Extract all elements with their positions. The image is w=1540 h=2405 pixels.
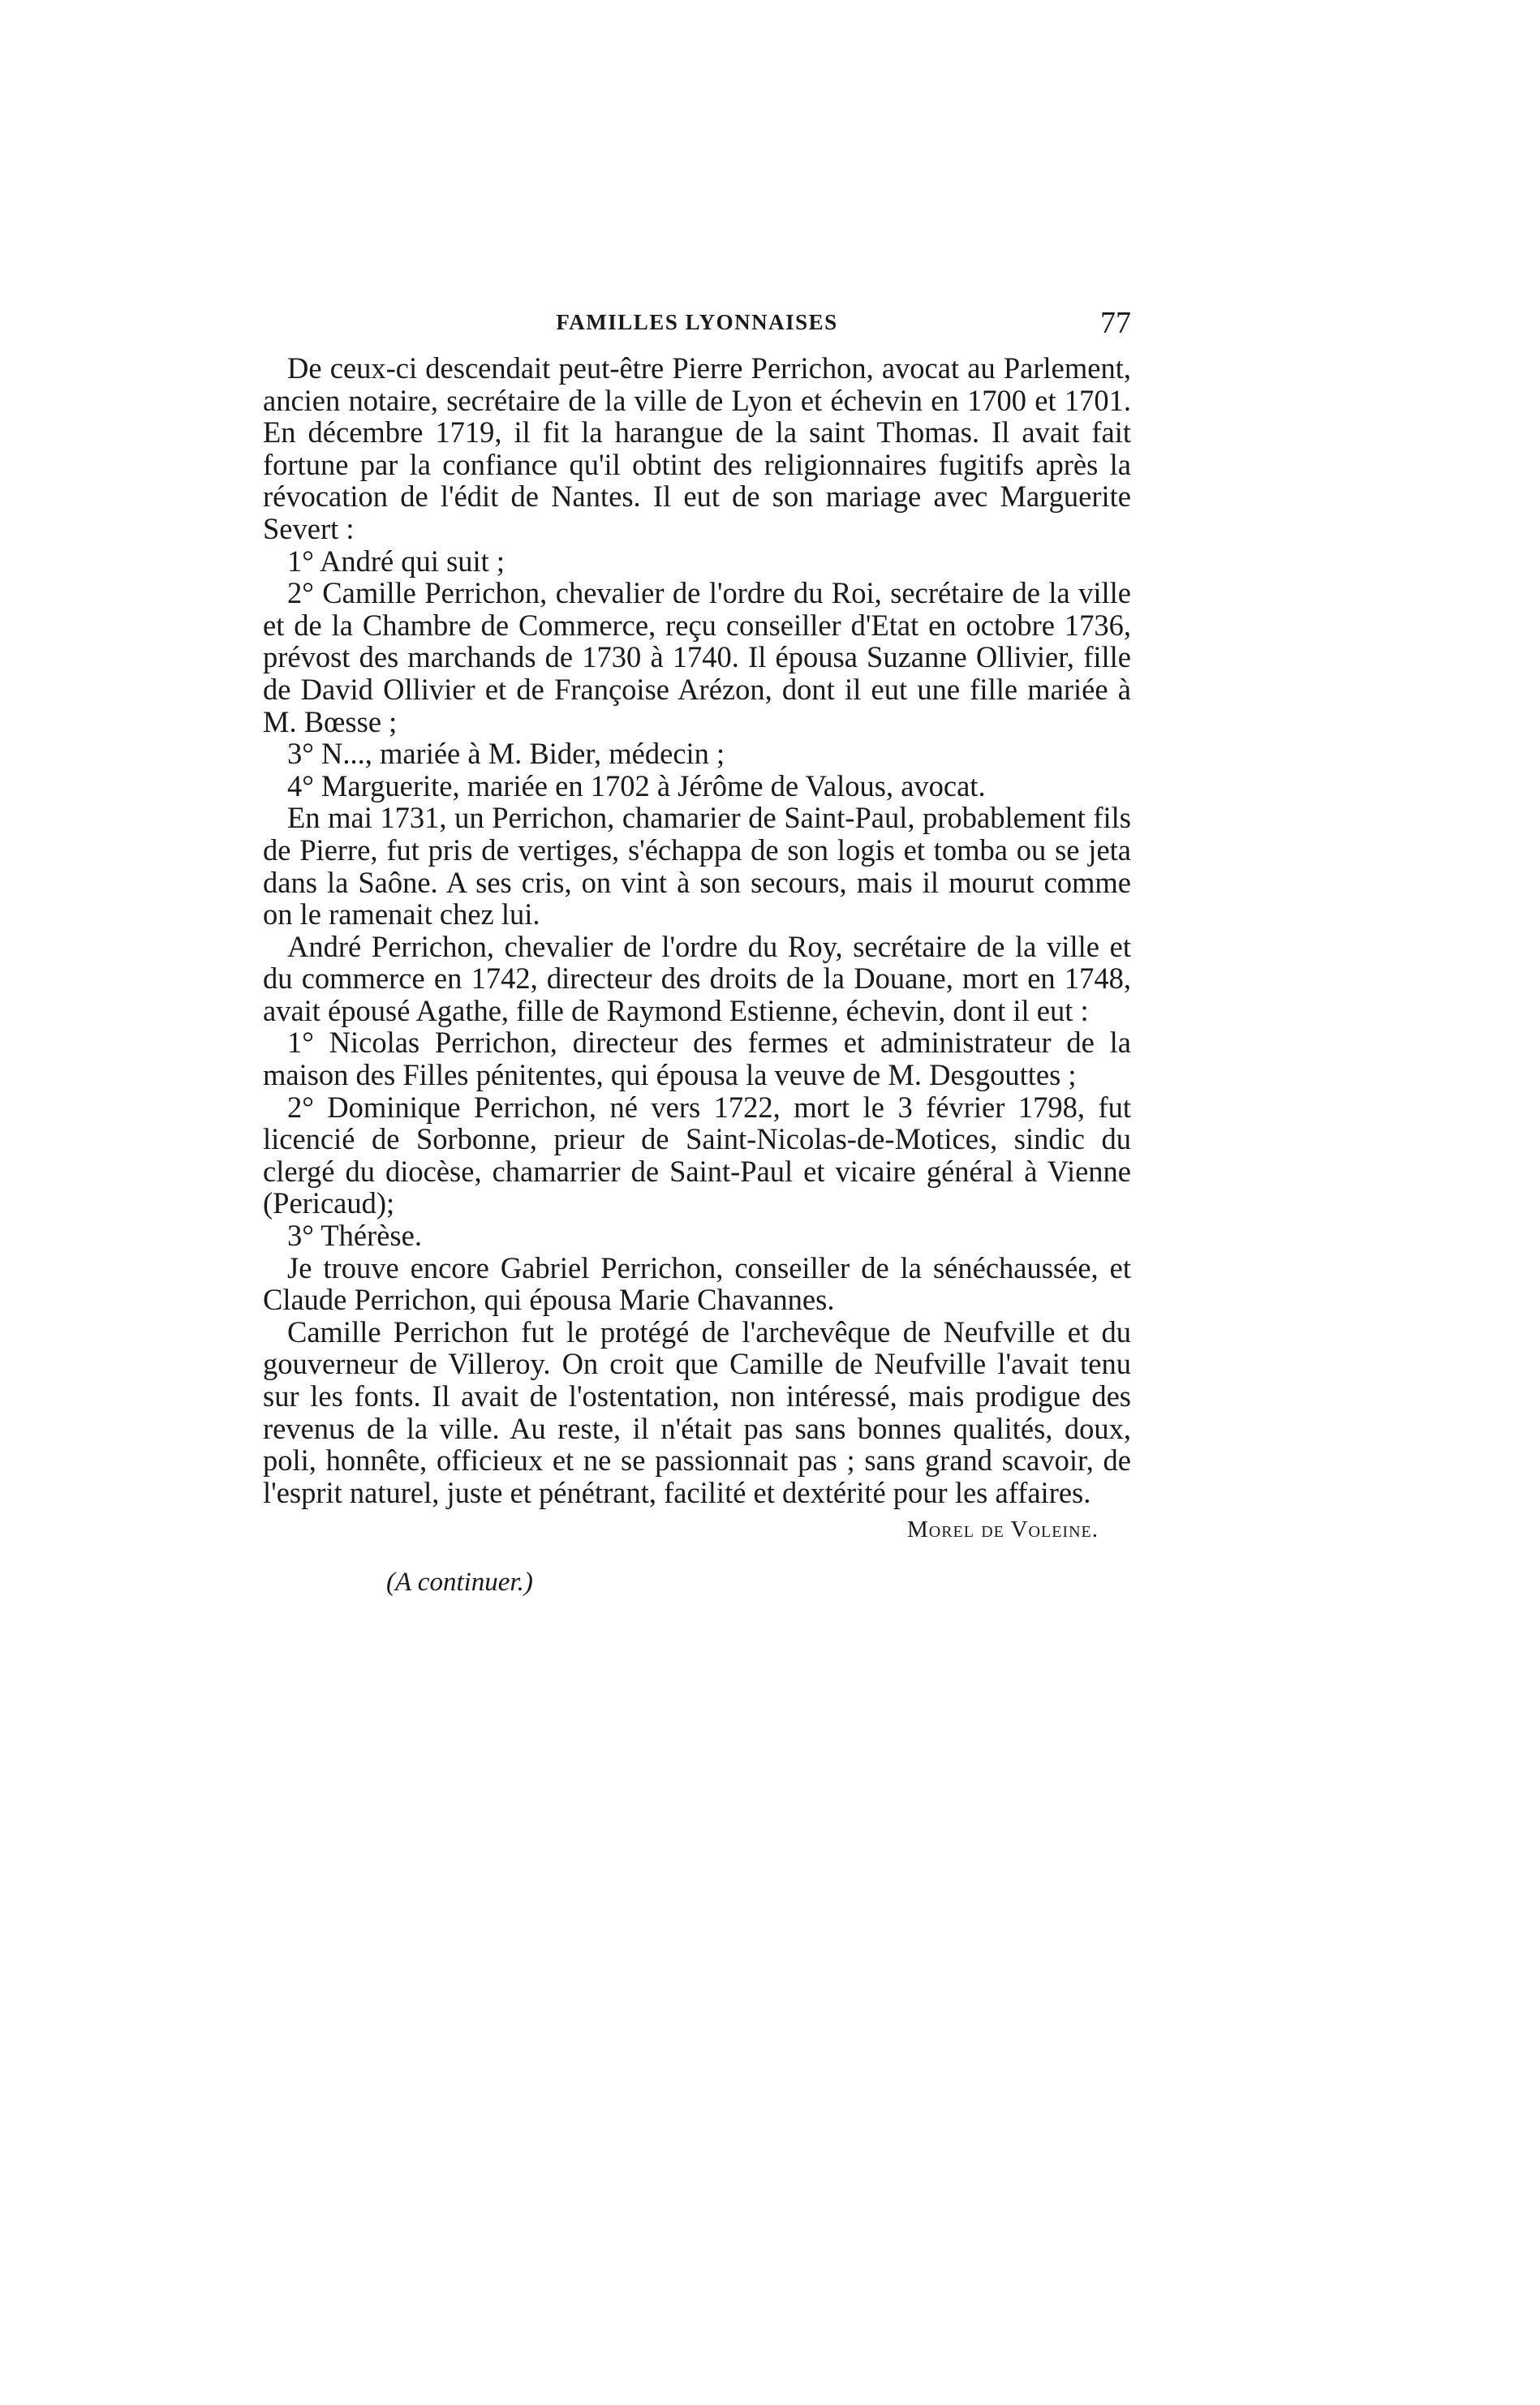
list-item-dominique: 2° Dominique Perrichon, né vers 1722, mort le 3 février 1798, fut licencié de Sorbonne, prieur de Saint-Nicolas-de-Motices, sindic du clergé du diocèse, chamarrier de Saint-Paul et vicaire général à Vienne (Pericaud); (263, 1090, 1131, 1220)
list-item-therese: 3° Thérèse. (287, 1219, 422, 1253)
list-item-camille: 2° Camille Perrichon, chevalier de l'ordre du Roi, secrétaire de la ville et de la Chambre de Commerce, reçu conseiller d'Etat en octobre 1736, prévost des marchands de 1730 à 1740. Il épousa Suzanne Ollivier, fille de David Ollivier et de Françoise Arézon, dont il eut une fille mariée à M. Bœsse ; (263, 576, 1131, 738)
paragraph-pierre-perrichon: De ceux-ci descendait peut-être Pierre Perrichon, avocat au Parlement, ancien notaire, secrétaire de la ville de Lyon et échevin en 1700 et 1701. En décembre 1719, il fit la harangue de la saint Thomas. Il avait fait fortune par la confiance qu'il obtint des religionnaires fugitifs après la révocation de l'édit de Nantes. Il eut de son mariage avec Marguerite Severt : (263, 351, 1131, 545)
body-text (263, 352, 1131, 1508)
book-page (263, 305, 1131, 1598)
running-title: FAMILLES LYONNAISES (556, 310, 838, 334)
continuation-note: (A continuer.) (386, 1568, 533, 1598)
page-number: 77 (1100, 306, 1131, 340)
list-item-marguerite: 4° Marguerite, mariée en 1702 à Jérôme de Valous, avocat. (287, 768, 986, 802)
list-item-nicolas: 1° Nicolas Perrichon, directeur des fermes et administrateur de la maison des Filles pénitentes, qui épousa la veuve de M. Desgouttes ; (263, 1026, 1131, 1092)
running-header (263, 305, 1131, 347)
paragraph-gabriel-claude: Je trouve encore Gabriel Perrichon, conseiller de la sénéchaussée, et Claude Perrichon, qui épousa Marie Chavannes. (263, 1250, 1131, 1317)
paragraph-chamarier: En mai 1731, un Perrichon, chamarier de Saint-Paul, probablement fils de Pierre, fut pris de vertiges, s'échappa de son logis et tomba ou se jeta dans la Saône. A ses cris, on vint à son secours, mais il mourut comme on le ramenait chez lui. (263, 801, 1131, 931)
list-item-n: 3° N..., mariée à M. Bider, médecin ; (287, 737, 725, 771)
author-signature: Morel de Voleine. (906, 1517, 1099, 1543)
paragraph-camille-portrait: Camille Perrichon fut le protégé de l'archevêque de Neufville et du gouverneur de Villeroy. On croit que Camille de Neufville l'avait tenu sur les fonts. Il avait de l'ostentation, non intéressé, mais prodigue des revenus de la ville. Au reste, il n'était pas sans bonnes qualités, doux, poli, honnête, officieux et ne se passionnait pas ; sans grand scavoir, de l'esprit naturel, juste et pénétrant, facilité et dextérité pour les affaires. (263, 1314, 1131, 1509)
paragraph-andre-perrichon: André Perrichon, chevalier de l'ordre du Roy, secrétaire de la ville et du commerce en 1742, directeur des droits de la Douane, mort en 1748, avait épousé Agathe, fille de Raymond Estienne, échevin, dont il eut : (263, 929, 1131, 1027)
list-item-andre: 1° André qui suit ; (287, 544, 505, 578)
